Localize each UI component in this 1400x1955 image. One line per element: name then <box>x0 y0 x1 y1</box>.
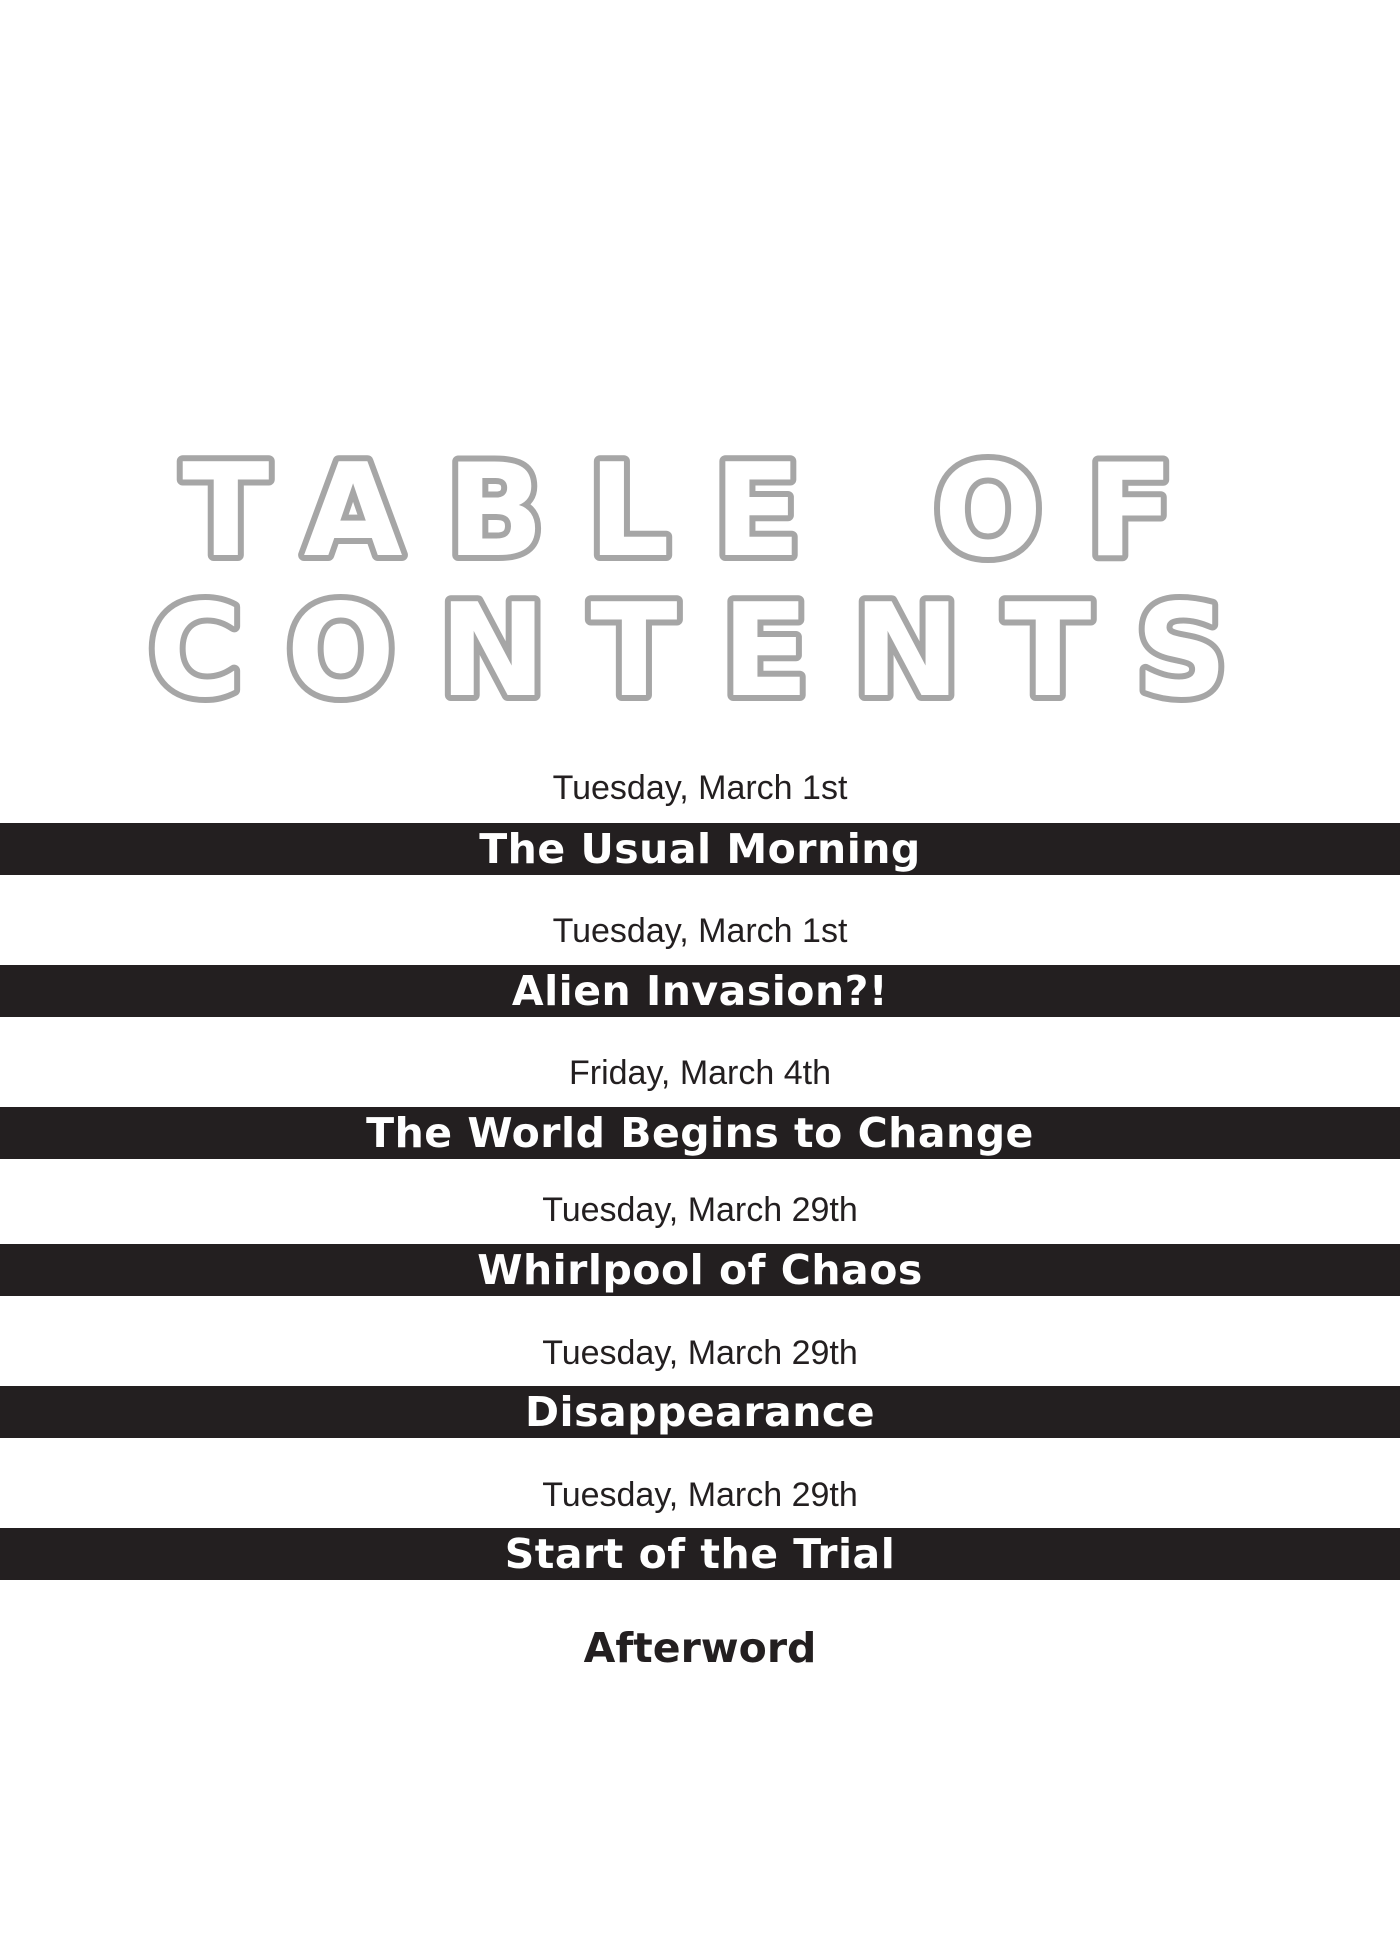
entry-date: Tuesday, March 29th <box>542 1334 858 1372</box>
chapter-link[interactable]: The World Begins to Change <box>0 1107 1400 1159</box>
chapter-link[interactable]: Whirlpool of Chaos <box>0 1244 1400 1296</box>
entry-date: Tuesday, March 1st <box>552 769 848 807</box>
entry-date: Tuesday, March 1st <box>552 912 848 950</box>
chapter-link[interactable]: Start of the Trial <box>0 1528 1400 1580</box>
table-of-contents-title <box>0 445 1400 715</box>
title-lettering <box>0 445 1400 715</box>
chapter-link[interactable]: The Usual Morning <box>0 823 1400 875</box>
chapter-link[interactable]: Disappearance <box>0 1386 1400 1438</box>
entry-date: Tuesday, March 29th <box>542 1476 858 1514</box>
chapter-link[interactable]: Alien Invasion?! <box>0 965 1400 1017</box>
entry-date: Tuesday, March 29th <box>542 1191 858 1229</box>
entry-date: Friday, March 4th <box>568 1054 831 1092</box>
afterword-link[interactable]: Afterword <box>583 1624 817 1672</box>
title-line-2: CONTENTS <box>148 577 1272 715</box>
title-line-1: TABLE OF <box>182 445 1218 586</box>
